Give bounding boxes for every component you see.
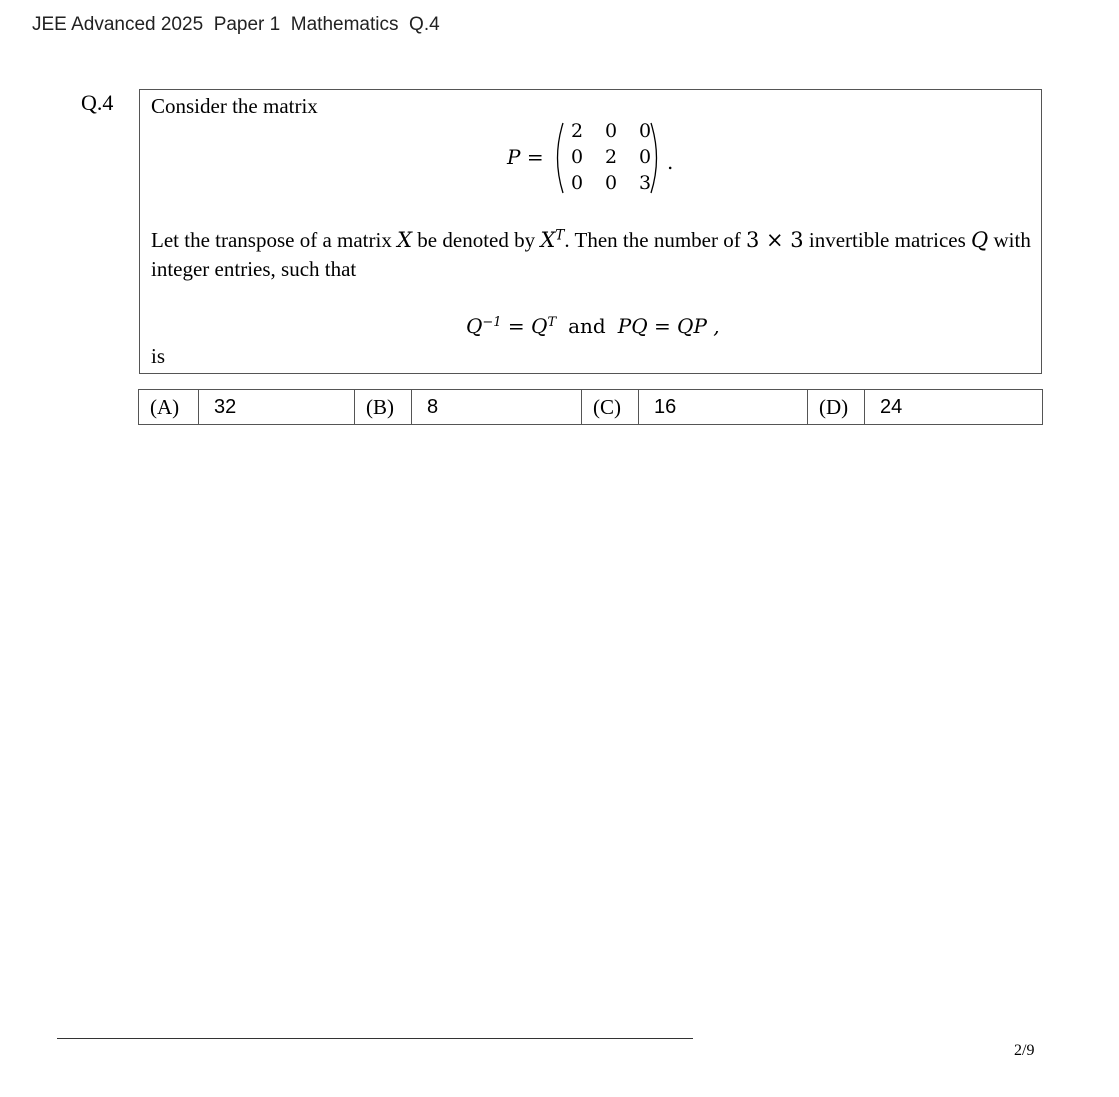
page-number: 2/9 <box>1014 1042 1035 1059</box>
option-c-label[interactable]: (C) <box>582 390 639 424</box>
matrix-cell: 0 <box>604 172 618 194</box>
variable-x-transpose: X <box>540 228 556 252</box>
left-paren-icon <box>551 122 565 194</box>
matrix-cell: 0 <box>570 172 584 194</box>
eq-commute: PQ = QP , <box>617 314 720 338</box>
transpose-superscript: T <box>547 314 557 330</box>
option-d-label[interactable]: (D) <box>808 390 865 424</box>
right-paren-icon <box>649 122 663 194</box>
page-header: JEE Advanced 2025 Paper 1 Mathematics Q.4 <box>32 14 440 35</box>
statement-text: with integer entries, such that <box>151 228 1031 281</box>
variable-q: Q <box>971 228 989 252</box>
footer-divider <box>57 1038 693 1039</box>
matrix-dimension: 3 × 3 <box>745 228 804 252</box>
matrix-cell: 2 <box>570 120 584 142</box>
statement-text: Let the transpose of a matrix <box>151 228 398 252</box>
eq-q: Q <box>466 314 483 338</box>
question-number: Q.4 <box>81 90 114 115</box>
statement-text: be denoted by <box>412 228 541 252</box>
matrix-cell: 3 <box>638 172 652 194</box>
condition-equation <box>466 314 720 338</box>
option-b-label[interactable]: (B) <box>355 390 412 424</box>
transpose-superscript: T <box>555 227 565 244</box>
option-a-value[interactable]: 32 <box>199 390 355 424</box>
variable-x: X <box>397 228 413 252</box>
eq-q-transpose: = Q <box>501 314 548 338</box>
matrix-cell: 0 <box>638 120 652 142</box>
inverse-superscript: −1 <box>482 314 502 330</box>
matrix-display <box>507 120 707 198</box>
question-closing: is <box>151 344 166 368</box>
matrix-cell: 0 <box>604 120 618 142</box>
statement-text: invertible matrices <box>803 228 972 252</box>
statement-text: . Then the number of <box>564 228 746 252</box>
question-box <box>139 89 1042 374</box>
matrix-cell: 2 <box>604 146 618 168</box>
question-statement <box>151 226 1031 284</box>
matrix-label: P = <box>507 145 544 169</box>
matrix-period: . <box>667 150 674 174</box>
options-row <box>138 389 1043 425</box>
question-intro: Consider the matrix <box>151 94 318 118</box>
option-b-value[interactable]: 8 <box>412 390 582 424</box>
option-a-label[interactable]: (A) <box>139 390 199 424</box>
option-d-value[interactable]: 24 <box>880 395 903 418</box>
matrix-cell: 0 <box>638 146 652 168</box>
option-c-value[interactable]: 16 <box>639 390 808 424</box>
matrix-cell: 0 <box>570 146 584 168</box>
eq-and: and <box>568 314 606 338</box>
